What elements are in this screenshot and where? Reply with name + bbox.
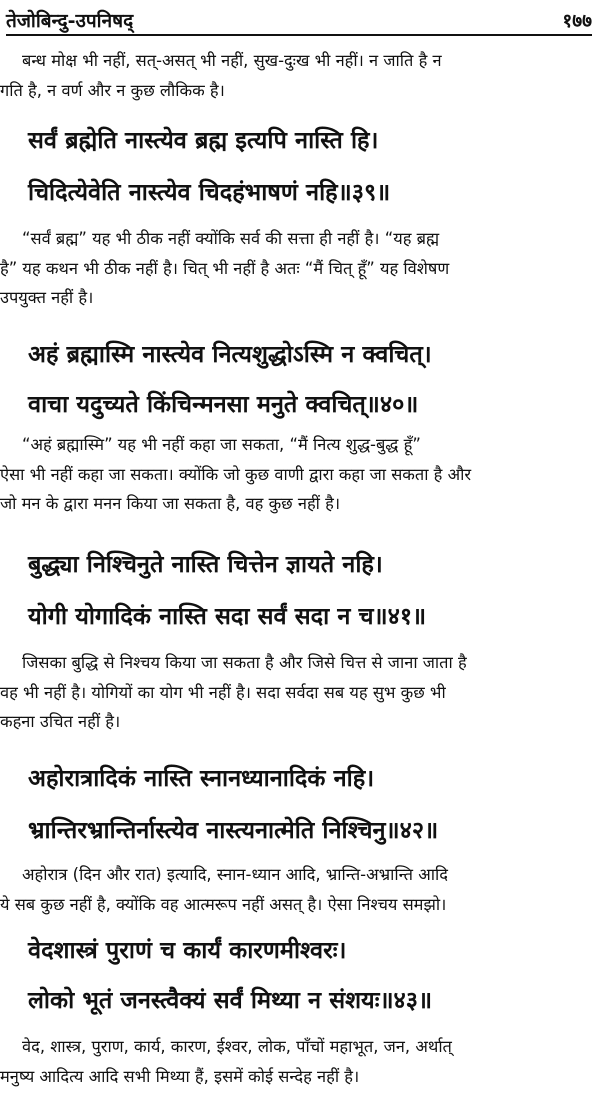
verse-39 [0,120,600,160]
paragraph-line: वह भी नहीं है। योगियों का योग भी नहीं है। सदा सर्वदा सब यह सुभ कुछ भी [0,682,446,702]
verse-40 [0,334,600,374]
verse-42 [0,758,600,798]
paragraph-line: जिसका बुद्धि से निश्चय किया जा सकता है और जिसे चित्त से जाना जाता है [22,653,467,672]
paragraph-line: है” यह कथन भी ठीक नहीं है। चित् भी नहीं है अतः “मैं चित् हूँ” यह विशेषण [0,258,450,278]
paragraph-2 [0,224,600,313]
paragraph-3 [0,430,600,519]
verse-line: वेदशास्त्रं पुराणं च कार्यं कारणमीश्वरः। [28,936,347,964]
paragraph-line: गति है, न वर्ण और न कुछ लौकिक है। [0,80,225,100]
page-header [6,4,592,36]
verse-line: योगी योगादिकं नास्ति सदा सर्वं सदा न च॥४१॥ [28,602,427,630]
verse-line: बुद्ध्या निश्चिनुते नास्ति चित्तेन ज्ञायते नहि। [28,550,383,578]
verse-39-line-2 [0,172,600,212]
paragraph-line: बन्ध मोक्ष भी नहीं, सत्-असत् भी नहीं, सुख-दुःख भी नहीं। न जाति है न [22,51,442,70]
paragraph-line: “अहं ब्रह्मास्मि” यह भी नहीं कहा जा सकता, “मैं नित्य शुद्ध-बुद्ध हूँ” [22,435,421,454]
verse-line: लोको भूतं जनस्त्वैक्यं सर्वं मिथ्या न संशयः॥४३॥ [28,986,433,1014]
page-number: १७७ [562,10,592,32]
paragraph-line: ये सब कुछ नहीं है, क्योंकि वह आत्मरूप नहीं असत् है। ऐसा निश्चय समझो। [0,894,447,914]
verse-line: चिदित्येवेति नास्त्येव चिदहंभाषणं नहि॥३९॥ [28,178,391,206]
verse-41 [0,544,600,584]
verse-line: अहं ब्रह्मास्मि नास्त्येव नित्यशुद्धोऽस्मि न क्वचित्। [28,340,432,368]
paragraph-line: मनुष्य आदित्य आदि सभी मिथ्या हैं, इसमें कोई सन्देह नहीं है। [0,1066,360,1086]
verse-42-line-2 [0,810,600,850]
verse-40-line-2 [0,384,600,424]
paragraph-6 [0,1032,600,1091]
paragraph-4 [0,648,600,737]
paragraph-line: ऐसा भी नहीं कहा जा सकता। क्योंकि जो कुछ वाणी द्वारा कहा जा सकता है और [0,464,472,484]
verse-line: वाचा यदुच्यते किंचिन्मनसा मनुते क्वचित्॥४०॥ [28,390,419,418]
paragraph-line: कहना उचित नहीं है। [0,712,121,731]
paragraph-line: वेद, शास्त्र, पुराण, कार्य, कारण, ईश्वर, लोक, पाँचों महाभूत, जन, अर्थात् [22,1037,452,1056]
paragraph-1 [0,46,600,105]
paragraph-5 [0,860,600,919]
verse-41-line-2 [0,596,600,636]
paragraph-line: अहोरात्र (दिन और रात) इत्यादि, स्नान-ध्यान आदि, भ्रान्ति-अभ्रान्ति आदि [22,865,448,884]
verse-43-line-2 [0,980,600,1020]
verse-line: सर्वं ब्रह्मेति नास्त्येव ब्रह्म इत्यपि नास्ति हि। [28,126,379,154]
running-title: तेजोबिन्दु-उपनिषद् [6,10,134,32]
paragraph-line: जो मन के द्वारा मनन किया जा सकता है, वह कुछ नहीं है। [0,494,341,513]
paragraph-line: उपयुक्त नहीं है। [0,288,94,307]
paragraph-line: “सर्वं ब्रह्म” यह भी ठीक नहीं क्योंकि सर्व की सत्ता ही नहीं है। “यह ब्रह्म [22,229,440,248]
verse-line: अहोरात्रादिकं नास्ति स्नानध्यानादिकं नहि। [28,764,375,792]
verse-43 [0,930,600,970]
verse-line: भ्रान्तिरभ्रान्तिर्नास्त्येव नास्त्यनात्मेति निश्चिनु॥४२॥ [28,816,439,844]
